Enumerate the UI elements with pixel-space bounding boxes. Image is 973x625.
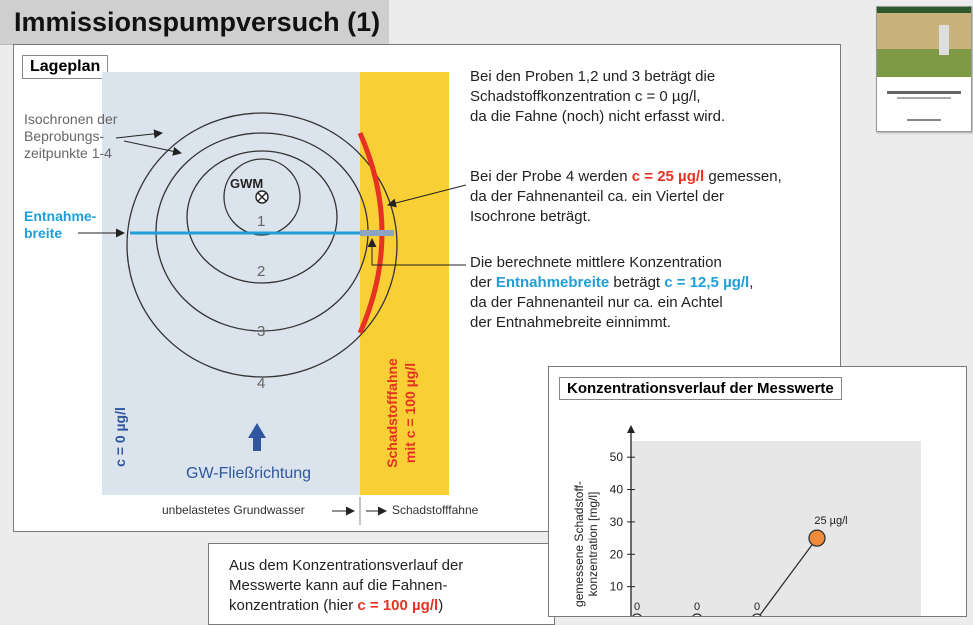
- data-label: 0: [633, 601, 641, 613]
- y-tick-label: 50: [609, 450, 623, 465]
- text1-line1: Bei den Proben 1,2 und 3 beträgt die: [470, 68, 716, 85]
- ring-label-3: 3: [257, 323, 266, 340]
- ring-label-4: 4: [257, 375, 266, 392]
- c-zero-label: c = 0 µg/l: [112, 407, 128, 467]
- title-bar: [0, 0, 389, 45]
- data-label: 25 µg/l: [814, 515, 848, 528]
- data-point: [809, 530, 825, 546]
- isochronen-label-1: Isochronen der: [24, 111, 118, 127]
- text2-line1: Bei der Probe 4 werden c = 25 µg/l gemessen,: [470, 168, 782, 185]
- conclusion-panel: [208, 543, 555, 625]
- plume-label-1: Schadstofffahne: [384, 358, 400, 468]
- data-label: 0: [693, 601, 701, 613]
- entnahme-label-1: Entnahme-: [24, 208, 97, 224]
- flow-direction-label: GW-Fließrichtung: [186, 465, 312, 482]
- lower-line2: Messwerte kann auf die Fahnen-: [229, 577, 448, 594]
- text2-line2: da der Fahnenanteil ca. ein Viertel der: [470, 188, 725, 205]
- data-label: 0: [753, 601, 761, 613]
- document-thumbnail[interactable]: [876, 6, 972, 132]
- plot-area: [631, 441, 921, 616]
- y-tick-label: 10: [609, 579, 623, 594]
- lower-line1: Aus dem Konzentrationsverlauf der: [229, 557, 464, 574]
- text3-line2: der Entnahmebreite beträgt c = 12,5 µg/l,: [470, 274, 754, 291]
- entnahme-plume-segment: [360, 230, 394, 236]
- text3-line3: da der Fahnenanteil nur ca. ein Achtel: [470, 294, 723, 311]
- lower-line3: konzentration (hier c = 100 µg/l): [229, 597, 444, 614]
- thumbnail-image: [877, 7, 971, 131]
- chart-panel: [548, 366, 967, 617]
- axis-left-label: unbelastetes Grundwasser: [162, 503, 305, 517]
- lageplan-label: Lageplan: [22, 55, 108, 79]
- flow-direction-arrow: [248, 423, 266, 451]
- isochronen-label-3: zeitpunkte 1-4: [24, 145, 112, 161]
- y-axis-arrow: [627, 425, 635, 433]
- entnahme-label-2: breite: [24, 225, 63, 241]
- chart-title: Konzentrationsverlauf der Messwerte: [559, 377, 842, 400]
- isochronen-label-2: Beprobungs-: [24, 128, 105, 144]
- text1-line3: da die Fahne (noch) nicht erfasst wird.: [470, 108, 726, 125]
- plume-label-2: mit c = 100 µg/l: [402, 362, 418, 464]
- y-tick-label: 40: [609, 482, 623, 497]
- page-title: Immissionspumpversuch (1): [14, 7, 381, 37]
- text3-line1: Die berechnete mittlere Konzentration: [470, 254, 722, 271]
- y-tick-label: 20: [609, 547, 623, 562]
- chart-ylabel-1: gemessene Schadstoff-: [572, 481, 586, 607]
- y-tick-label: 30: [609, 514, 623, 529]
- text2-line3: Isochrone beträgt.: [470, 208, 591, 225]
- ring-label-1: 1: [257, 213, 266, 230]
- chart-ylabel-2: konzentration [mg/l]: [586, 491, 600, 597]
- text1-line2: Schadstoffkonzentration c = 0 µg/l,: [470, 88, 701, 105]
- ring-label-2: 2: [257, 263, 266, 280]
- chart-plot: [549, 367, 966, 616]
- gwm-label: GWM: [230, 176, 264, 191]
- text3-line4: der Entnahmebreite einnimmt.: [470, 314, 671, 331]
- axis-right-label: Schadstofffahne: [392, 503, 479, 517]
